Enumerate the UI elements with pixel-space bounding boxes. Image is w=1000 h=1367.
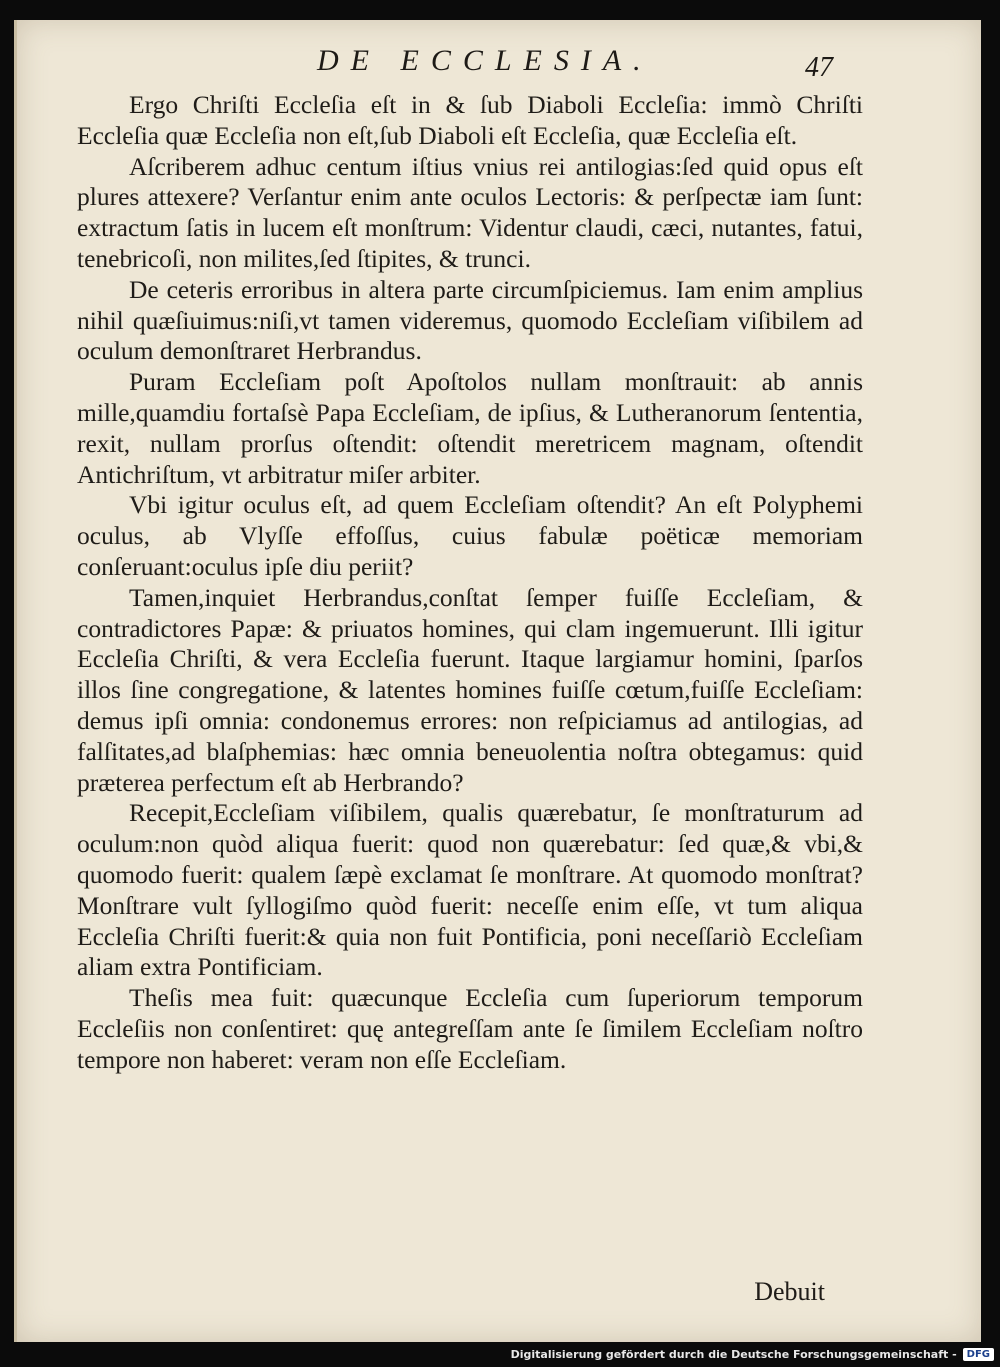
paragraph-1: Ergo Chriſti Eccleſia eſt in & ſub Diaboli Eccleſia: immò Chriſti Eccleſia quæ Eccleſia non eſt,ſub Diaboli eſt Eccleſia, quæ Eccleſia eſt. [77, 90, 863, 150]
running-title: DE ECCLESIA. [317, 44, 653, 77]
running-head [17, 44, 981, 84]
dfg-logo-icon: DFG [963, 1348, 994, 1361]
book-page [14, 20, 981, 1342]
paragraph-2: Aſcriberem adhuc centum iſtius vnius rei antilogias:ſed quid opus eſt plures attexere? Verſantur enim ante oculos Lectoris: & perſpectæ iam ſunt: extractum ſatis in lucem eſt monſtrum: Videntur claudi, cæci, nutantes, fatui, tenebricoſi, non milites,ſed ſtipites, & trunci. [77, 151, 863, 273]
paragraph-7: Recepit,Eccleſiam viſibilem, qualis quærebatur, ſe monſtraturum ad oculum:non quòd aliqua fuerit: quod non quærebatur: ſed quæ,& vbi,& quomodo fuerit: qualem ſæpè exclamat ſe monſtrare. At quomodo monſtrat?Monſtrare vult ſyllogiſmo quòd fuerit: neceſſe enim eſſe, vt tum aliqua Eccleſia Chriſti fuerit:& quia non fuit Pontificia, poni neceſſariò Eccleſiam aliam extra Pontificiam. [77, 798, 863, 982]
footer-credit: Digitalisierung gefördert durch die Deutsche Forschungsgemeinschaft - [510, 1347, 957, 1361]
paragraph-8: Theſis mea fuit: quæcunque Eccleſia cum ſuperiorum temporum Eccleſiis non conſentiret: quę antegreſſam ante ſe ſimilem Eccleſiam noſtro tempore non haberet: veram non eſſe Eccleſiam. [77, 983, 863, 1074]
catchword: Debuit [754, 1277, 825, 1306]
paragraph-5: Vbi igitur oculus eſt, ad quem Eccleſiam oſtendit? An eſt Polyphemi oculus, ab Vlyſſe effoſſus, cuius fabulæ poëticæ memoriam conſeruant:oculus ipſe diu periit? [77, 490, 863, 581]
body-text [77, 90, 863, 1076]
paragraph-3: De ceteris erroribus in altera parte circumſpiciemus. Iam enim amplius nihil quæſiuimus:niſi,vt tamen videremus, quomodo Eccleſiam viſibilem ad oculum demonſtraret Herbrandus. [77, 274, 863, 366]
page-number: 47 [805, 52, 833, 83]
digitization-footer [511, 1345, 994, 1363]
paragraph-6: Tamen,inquiet Herbrandus,conſtat ſemper fuiſſe Eccleſiam, & contradictores Papæ: & priuatos homines, qui clam ingemuerunt. Illi igitur Eccleſia Chriſti, & vera Eccleſia fuerunt. Itaque largiamur homini, ſparſos illos ſine congregatione, & latentes homines fuiſſe cœtum,fuiſſe Eccleſiam: demus ipſi omnia: condonemus errores: non reſpiciamus ad antilogias, ad falſitates,ad blaſphemias: hæc omnia beneuolentia noſtra obtegamus: quid præterea perfectum eſt ab Herbrando? [77, 582, 863, 797]
paragraph-4: Puram Eccleſiam poſt Apoſtolos nullam monſtrauit: ab annis mille,quamdiu fortaſsè Papa Eccleſiam, de ipſius, & Lutheranorum ſententia, rexit, nullam prorſus oſtendit: oſtendit meretricem magnam, oſtendit Antichriſtum, vt arbitratur miſer arbiter. [77, 367, 863, 489]
